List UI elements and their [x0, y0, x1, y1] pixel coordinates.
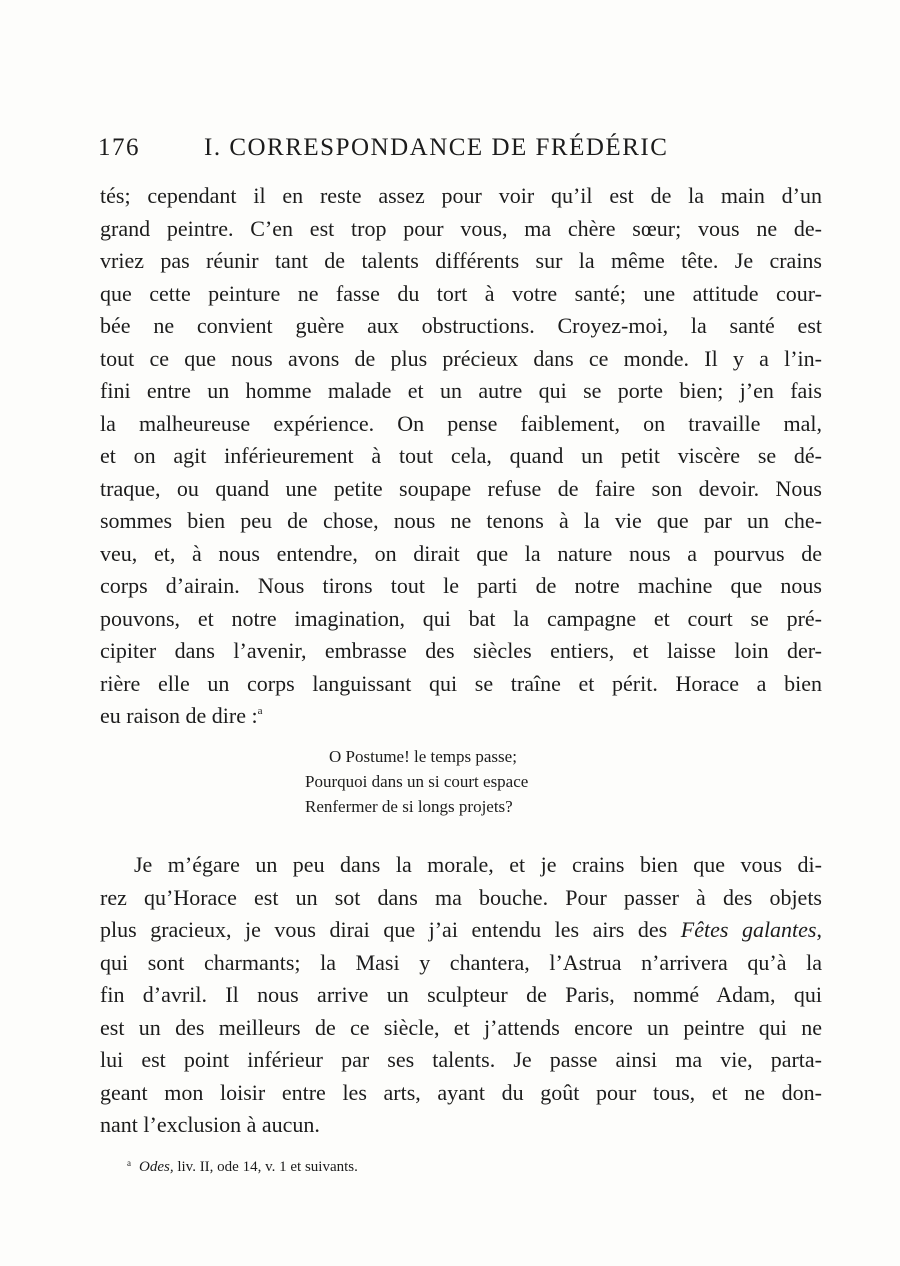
text-line: vriez pas réunir tant de talents différents sur la même tête. Je crains: [100, 248, 822, 273]
text-line: corps d’airain. Nous tirons tout le parti de notre machine que nous: [100, 573, 822, 598]
text-line: lui est point inférieur par ses talents. Je passe ainsi ma vie, parta-: [100, 1047, 822, 1072]
text-line-last: [100, 700, 822, 733]
paragraph-1: [100, 180, 822, 733]
text-line: est un des meilleurs de ce siècle, et j’attends encore un peintre qui ne: [100, 1014, 822, 1040]
text-line: fini entre un homme malade et un autre qui se porte bien; j’en fais: [100, 378, 822, 403]
paragraph-2: [100, 849, 822, 1142]
verse-line: Renfermer de si longs projets?: [305, 797, 513, 816]
text-line: tout ce que nous avons de plus précieux dans ce monde. Il y a l’in-: [100, 345, 822, 371]
text-line: la malheureuse expérience. On pense faiblement, on travaille mal,: [100, 410, 822, 436]
verse-quotation: [305, 744, 528, 819]
text-line: et on agit inférieurement à tout cela, quand un petit viscère se dé-: [100, 443, 822, 468]
text-line: fin d’avril. Il nous arrive un sculpteur de Paris, nommé Adam, qui: [100, 982, 822, 1007]
footnote: [127, 1152, 358, 1178]
text-line: geant mon loisir entre les arts, ayant du goût pour tous, et ne don-: [100, 1079, 822, 1105]
footnote-work-title: Odes,: [139, 1159, 174, 1175]
text-line-with-title: [100, 914, 822, 947]
text-line: qui sont charmants; la Masi y chantera, l’Astrua n’arrivera qu’à la: [100, 949, 822, 975]
text-segment: ,: [816, 917, 822, 942]
footnote-mark: a: [127, 1158, 131, 1168]
text-line: que cette peinture ne fasse du tort à votre santé; une attitude cour-: [100, 280, 822, 306]
text-line: bée ne convient guère aux obstructions. Croyez-moi, la santé est: [100, 313, 822, 338]
page-number: 176: [98, 134, 140, 161]
verse-line: Pourquoi dans un si court espace: [305, 772, 529, 791]
text-line: traque, ou quand une petite soupape refuse de faire son devoir. Nous: [100, 475, 822, 501]
text-line: rière elle un corps languissant qui se traîne et périt. Horace a bien: [100, 670, 822, 696]
footnote-reference: a: [257, 705, 263, 717]
text-line: tés; cependant il en reste assez pour voir qu’il est de la main d’un: [100, 183, 822, 208]
text-line-content: eu raison de dire :: [100, 703, 258, 728]
work-title: Fêtes galantes: [680, 917, 817, 942]
running-title: I. CORRESPONDANCE DE FRÉDÉRIC: [204, 134, 669, 161]
text-line-indented: Je m’égare un peu dans la morale, et je crains bien que vous di-: [134, 852, 822, 877]
verse-line: O Postume! le temps passe;: [329, 747, 517, 766]
text-segment: plus gracieux, je vous dirai que j’ai entendu les airs des: [100, 917, 681, 942]
text-line: veu, et, à nous entendre, on dirait que la nature nous a pourvus de: [100, 540, 822, 566]
text-line: rez qu’Horace est un sot dans ma bouche. Pour passer à des objets: [100, 884, 822, 910]
footnote-text: liv. II, ode 14, v. 1 et suivants.: [173, 1159, 358, 1175]
text-line: pouvons, et notre imagination, qui bat la campagne et court se pré-: [100, 605, 822, 631]
text-line: grand peintre. C’en est trop pour vous, ma chère sœur; vous ne de-: [100, 215, 822, 241]
text-line: cipiter dans l’avenir, embrasse des siècles entiers, et laisse loin der-: [100, 638, 822, 663]
text-line-last: nant l’exclusion à aucun.: [100, 1112, 320, 1137]
text-line: sommes bien peu de chose, nous ne tenons à la vie que par un che-: [100, 508, 822, 533]
running-head: [98, 134, 820, 168]
